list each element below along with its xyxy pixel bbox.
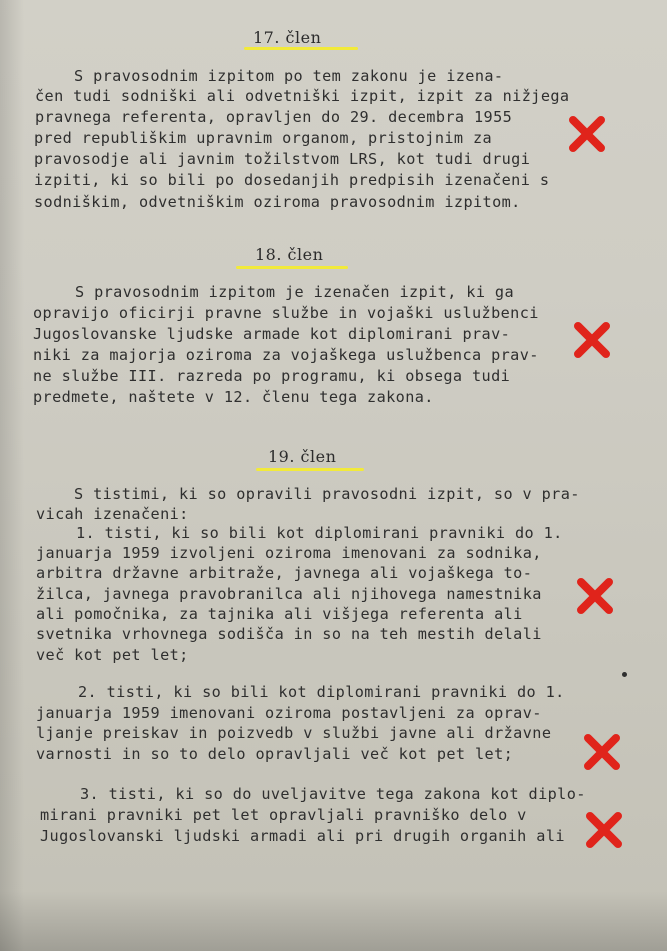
section-17-line-6: izpiti, ki so bili po dosedanjih predpisih izenačeni s xyxy=(34,171,550,189)
section-17-line-7: sodniškim, odvetniškim oziroma pravosodnim izpitom. xyxy=(34,193,521,211)
section-19-line-6: žilca, javnega pravobranilca ali njihovega namestnika xyxy=(36,585,542,603)
section-17-line-2: čen tudi sodniški ali odvetniški izpit, izpit za nižjega xyxy=(35,87,570,105)
section-19-line-7: ali pomočnika, za tajnika ali višjega referenta ali xyxy=(36,605,523,623)
section-17-line-1: S pravosodnim izpitom po tem zakonu je izena- xyxy=(74,67,504,85)
red-x-mark-icon xyxy=(570,318,614,362)
section-19-line-13: varnosti in so to delo opravljali več kot pet let; xyxy=(36,745,514,763)
section-19-line-11: januarja 1959 imenovani oziroma postavljeni za oprav- xyxy=(36,704,542,722)
red-x-mark-icon xyxy=(582,808,626,852)
section-19-line-1: S tistimi, ki so opravili pravosodni izpit, so v pra- xyxy=(74,485,580,503)
section-18-heading: 18. člen xyxy=(255,245,324,264)
ink-speck xyxy=(622,672,627,677)
section-19-line-16: Jugoslovanski ljudski armadi ali pri drugih organih ali xyxy=(40,827,565,845)
section-17-line-4: pred republiškim upravnim organom, pristojnim za xyxy=(34,129,493,147)
section-19-underline xyxy=(256,468,364,471)
page-shadow-left xyxy=(0,0,24,951)
page-shadow-bottom xyxy=(0,891,667,951)
section-18-line-4: niki za majorja oziroma za vojaškega uslužbenca prav- xyxy=(33,346,539,364)
section-18-line-1: S pravosodnim izpitom je izenačen izpit, ki ga xyxy=(75,283,515,301)
section-18-underline xyxy=(236,266,348,269)
section-19-line-14: 3. tisti, ki so do uveljavitve tega zakona kot diplo- xyxy=(80,785,586,803)
section-19-line-12: ljanje preiskav in poizvedb v službi javne ali državne xyxy=(36,724,552,742)
section-19-line-15: mirani pravniki pet let opravljali pravniško delo v xyxy=(40,806,527,824)
section-19-line-9: več kot pet let; xyxy=(36,646,189,664)
red-x-mark-icon xyxy=(565,112,609,156)
section-19-line-3: 1. tisti, ki so bili kot diplomirani pravniki do 1. xyxy=(76,524,563,542)
section-17-heading: 17. člen xyxy=(253,28,322,47)
red-x-mark-icon xyxy=(573,574,617,618)
section-18-line-5: ne službe III. razreda po programu, ki obsega tudi xyxy=(33,367,511,385)
section-19-line-10: 2. tisti, ki so bili kot diplomirani pravniki do 1. xyxy=(78,683,565,701)
red-x-mark-icon xyxy=(580,730,624,774)
section-19-line-8: svetnika vrhovnega sodišča in so na teh mestih delali xyxy=(36,625,542,643)
section-17-underline xyxy=(244,47,358,50)
section-18-line-2: opravijo oficirji pravne službe in vojaški uslužbenci xyxy=(33,304,539,322)
section-17-line-3: pravnega referenta, opravljen do 29. decembra 1955 xyxy=(35,108,513,126)
section-19-line-2: vicah izenačeni: xyxy=(36,505,189,523)
section-18-line-6: predmete, naštete v 12. členu tega zakona. xyxy=(33,388,434,406)
section-17-line-5: pravosodje ali javnim tožilstvom LRS, kot tudi drugi xyxy=(34,150,531,168)
section-19-heading: 19. člen xyxy=(268,447,337,466)
section-18-line-3: Jugoslovanske ljudske armade kot diplomirani prav- xyxy=(33,325,511,343)
section-19-line-5: arbitra državne arbitraže, javnega ali vojaškega to- xyxy=(36,564,533,582)
section-19-line-4: januarja 1959 izvoljeni oziroma imenovani za sodnika, xyxy=(36,544,542,562)
